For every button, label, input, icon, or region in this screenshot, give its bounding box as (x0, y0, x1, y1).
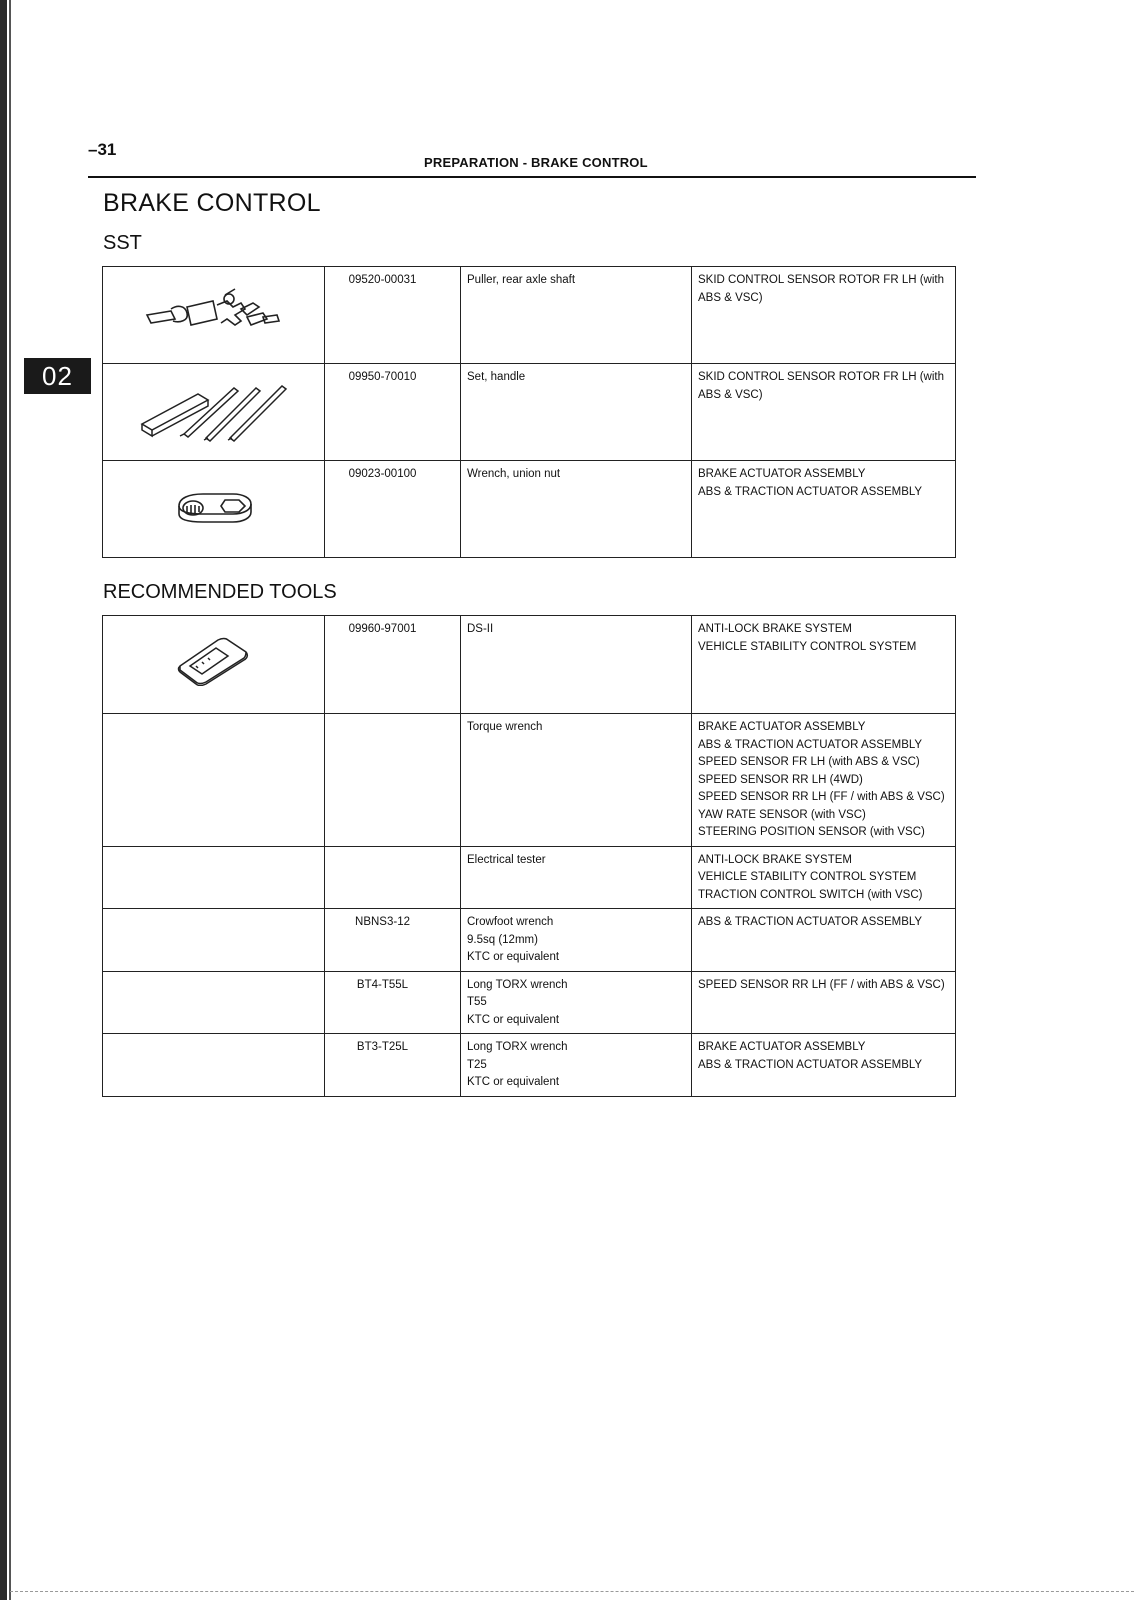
binding-edge-line (9, 0, 11, 1600)
tool-use (692, 909, 956, 972)
tool-name-line: 9.5sq (12mm) (467, 933, 538, 946)
tool-name-line: Wrench, union nut (467, 468, 561, 480)
tool-name (461, 714, 692, 847)
table-row (103, 364, 956, 461)
table-row (103, 971, 956, 1034)
running-head: PREPARATION - BRAKE CONTROL (424, 155, 648, 170)
tool-name (461, 616, 692, 714)
image-cell (103, 714, 325, 847)
tool-use-line: YAW RATE SENSOR (with VSC) (698, 808, 866, 821)
tool-use-line: BRAKE ACTUATOR ASSEMBLY (698, 1041, 866, 1053)
tool-name-line: Long TORX wrench (467, 1041, 568, 1053)
part-number: 09520-00031 (325, 267, 461, 364)
tool-use (692, 364, 956, 461)
union-nut-wrench-icon (169, 486, 259, 526)
part-number (325, 714, 461, 847)
table-row (103, 846, 956, 909)
tool-name (461, 1034, 692, 1097)
part-number (325, 846, 461, 909)
tool-name-line: KTC or equivalent (467, 951, 560, 963)
tool-use-line: TRACTION CONTROL SWITCH (with VSC) (698, 888, 923, 901)
diagnostic-tester-icon (174, 636, 254, 686)
table-row (103, 714, 956, 847)
table-row (103, 461, 956, 558)
tool-name-line: Electrical tester (467, 853, 546, 866)
tool-use-line: SPEED SENSOR FR LH (with ABS & VSC) (698, 756, 920, 768)
recommended-tools-heading: RECOMMENDED TOOLS (103, 581, 337, 603)
tool-use (692, 971, 956, 1034)
handle-set-icon (134, 374, 294, 444)
tool-name-line: Torque wrench (467, 721, 543, 733)
image-cell (103, 364, 325, 461)
tool-name-line: KTC or equivalent (467, 1076, 560, 1088)
tool-use-line: SPEED SENSOR RR LH (4WD) (698, 773, 863, 786)
tool-use-line: ABS & TRACTION ACTUATOR ASSEMBLY (698, 485, 923, 498)
tool-name (461, 971, 692, 1034)
image-cell (103, 971, 325, 1034)
footer-rule (10, 1591, 1134, 1593)
tool-use-line: BRAKE ACTUATOR ASSEMBLY (698, 468, 866, 480)
tool-use-line: SKID CONTROL SENSOR ROTOR FR LH (with ABS & VSC) (698, 274, 945, 304)
part-number: 09960-97001 (325, 616, 461, 714)
part-number: NBNS3-12 (325, 909, 461, 972)
tool-use (692, 461, 956, 558)
tool-name-line: DS-II (467, 623, 494, 635)
image-cell (103, 616, 325, 714)
tool-name-line: Crowfoot wrench (467, 916, 554, 928)
header-rule (88, 176, 976, 178)
table-row (103, 616, 956, 714)
axle-shaft-puller-icon (139, 287, 289, 337)
tool-name-line: Puller, rear axle shaft (467, 274, 576, 286)
tool-use-line: ANTI-LOCK BRAKE SYSTEM (698, 853, 853, 866)
image-cell (103, 267, 325, 364)
tool-name-line: T55 (467, 996, 487, 1008)
tool-name-line: KTC or equivalent (467, 1013, 560, 1026)
tool-use-line: VEHICLE STABILITY CONTROL SYSTEM (698, 640, 917, 653)
tool-name (461, 846, 692, 909)
tool-use-line: SPEED SENSOR RR LH (FF / with ABS & VSC) (698, 978, 945, 991)
tool-use (692, 267, 956, 364)
tool-use-line: ABS & TRACTION ACTUATOR ASSEMBLY (698, 738, 923, 751)
chapter-tab: 02 (24, 358, 91, 394)
tool-use-line: ABS & TRACTION ACTUATOR ASSEMBLY (698, 916, 923, 928)
tool-name-line: Long TORX wrench (467, 978, 568, 991)
tool-use (692, 714, 956, 847)
tool-use (692, 846, 956, 909)
tool-use-line: ABS & TRACTION ACTUATOR ASSEMBLY (698, 1058, 923, 1071)
image-cell (103, 461, 325, 558)
tool-use-line: VEHICLE STABILITY CONTROL SYSTEM (698, 871, 917, 883)
part-number: 09950-70010 (325, 364, 461, 461)
sst-heading: SST (103, 232, 142, 254)
tool-name-line: Set, handle (467, 371, 526, 383)
section-title: BRAKE CONTROL (103, 189, 321, 217)
table-row (103, 909, 956, 972)
tool-use (692, 616, 956, 714)
tool-name (461, 267, 692, 364)
tool-use-line: BRAKE ACTUATOR ASSEMBLY (698, 721, 866, 733)
table-row (103, 267, 956, 364)
binding-edge (0, 0, 7, 1600)
part-number: BT4-T55L (325, 971, 461, 1034)
tool-use-line: SKID CONTROL SENSOR ROTOR FR LH (with ABS & VSC) (698, 371, 945, 401)
tool-name (461, 909, 692, 972)
tool-use-line: ANTI-LOCK BRAKE SYSTEM (698, 623, 853, 635)
tool-name (461, 364, 692, 461)
tool-name (461, 461, 692, 558)
image-cell (103, 846, 325, 909)
sst-table (102, 266, 956, 558)
part-number: BT3-T25L (325, 1034, 461, 1097)
page-number: –31 (88, 140, 117, 159)
table-row (103, 1034, 956, 1097)
tool-use-line: STEERING POSITION SENSOR (with VSC) (698, 826, 925, 838)
tool-name-line: T25 (467, 1058, 487, 1071)
tool-use (692, 1034, 956, 1097)
image-cell (103, 1034, 325, 1097)
tool-use-line: SPEED SENSOR RR LH (FF / with ABS & VSC) (698, 791, 945, 803)
image-cell (103, 909, 325, 972)
recommended-tools-table (102, 615, 956, 1097)
part-number: 09023-00100 (325, 461, 461, 558)
